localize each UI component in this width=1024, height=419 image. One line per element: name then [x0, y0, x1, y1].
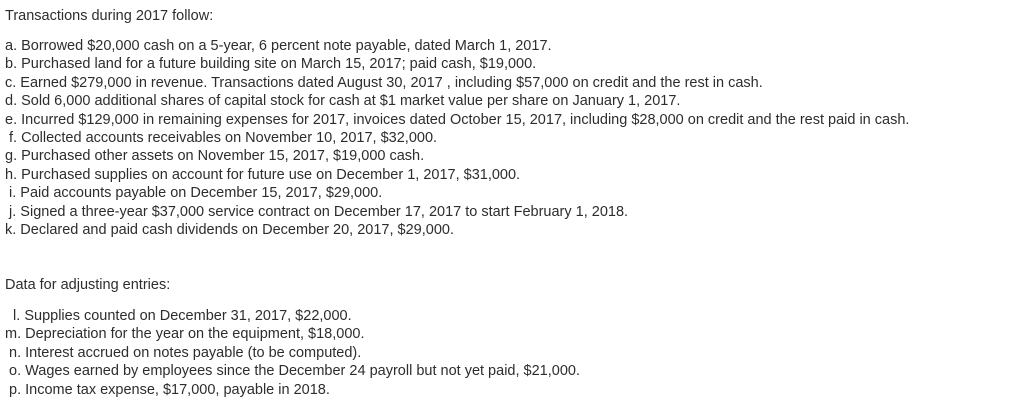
- transaction-item-d: d. Sold 6,000 additional shares of capital stock for cash at $1 market value per share on January 1, 2017.: [5, 93, 681, 110]
- transaction-item-c: c. Earned $279,000 in revenue. Transactions dated August 30, 2017 , including $57,000 on credit and the rest in cash.: [5, 74, 763, 91]
- transactions-heading: Transactions during 2017 follow:: [5, 8, 214, 24]
- transaction-item-j: j. Signed a three-year $37,000 service contract on December 17, 2017 to start February 1, 2018.: [5, 203, 629, 220]
- transaction-item-g: g. Purchased other assets on November 15, 2017, $19,000 cash.: [5, 148, 425, 165]
- adjusting-entries-list: [5, 307, 580, 399]
- transaction-item-a: a. Borrowed $20,000 cash on a 5-year, 6 percent note payable, dated March 1, 2017.: [5, 38, 552, 54]
- adjusting-item-n: n. Interest accrued on notes payable (to be computed).: [5, 344, 362, 361]
- transactions-list: [5, 37, 909, 239]
- transaction-item-h: h. Purchased supplies on account for future use on December 1, 2017, $31,000.: [5, 166, 521, 183]
- adjusting-item-p: p. Income tax expense, $17,000, payable in 2018.: [5, 381, 330, 398]
- transaction-item-i: i. Paid accounts payable on December 15, 2017, $29,000.: [5, 185, 383, 202]
- adjusting-entries-heading: Data for adjusting entries:: [5, 277, 171, 293]
- adjusting-item-o: o. Wages earned by employees since the December 24 payroll but not yet paid, $21,000.: [5, 363, 580, 380]
- transaction-item-e: e. Incurred $129,000 in remaining expenses for 2017, invoices dated October 15, 2017, including $28,000 on credit and the rest paid in cash.: [5, 111, 910, 128]
- transaction-item-f: f. Collected accounts receivables on November 10, 2017, $32,000.: [5, 130, 438, 147]
- adjusting-item-l: l. Supplies counted on December 31, 2017, $22,000.: [5, 308, 352, 324]
- transaction-item-b: b. Purchased land for a future building site on March 15, 2017; paid cash, $19,000.: [5, 56, 537, 73]
- adjusting-item-m: m. Depreciation for the year on the equipment, $18,000.: [5, 326, 365, 343]
- transaction-item-k: k. Declared and paid cash dividends on December 20, 2017, $29,000.: [5, 222, 454, 239]
